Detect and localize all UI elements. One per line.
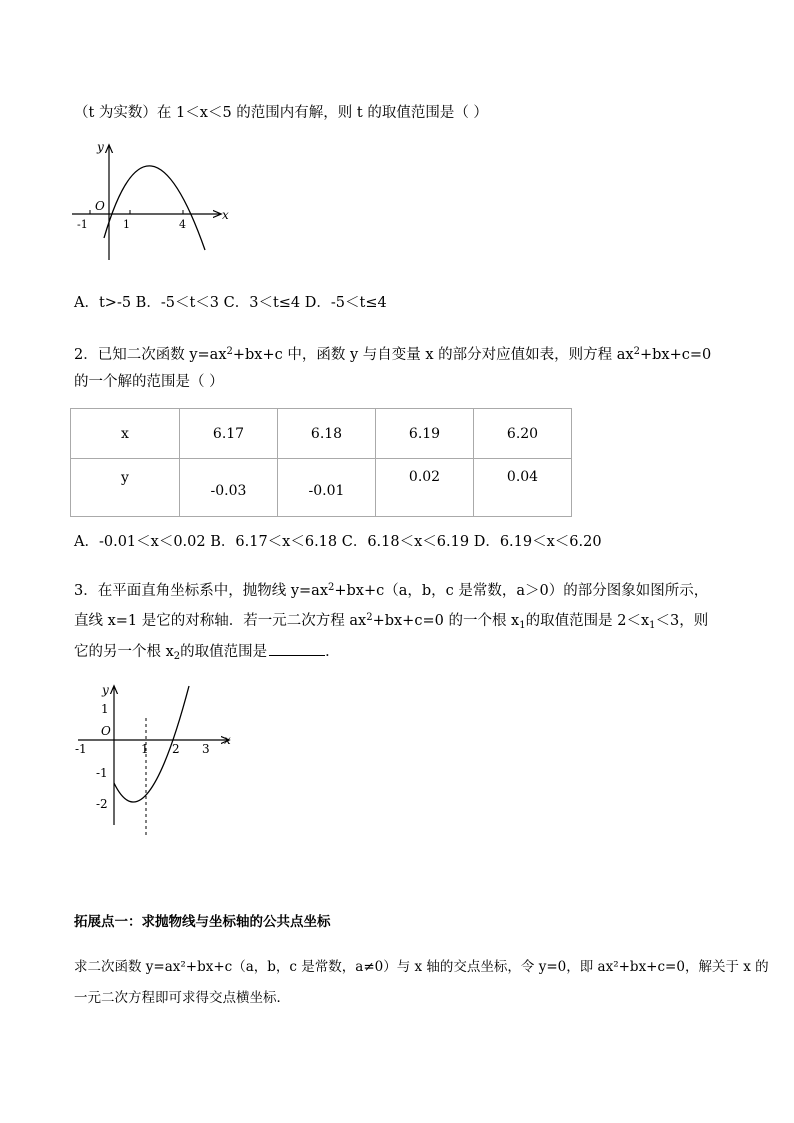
q2-stem-line2: 的一个解的范围是（ ） xyxy=(74,374,224,390)
q3-stem-line1: 3．在平面直角坐标系中，抛物线 $y=ax^2+bx+c(a$，b，c 是常数，a＞0）的部分图象如图所示， xyxy=(74,582,709,599)
value-table xyxy=(70,408,572,517)
section-paragraph-line1: 求二次函数 y=ax²+bx+c（a，b，c 是常数，a≠0）与 x 轴的交点坐标，令 y=0，即 ax²+bx+c=0，解关于 x 的 xyxy=(74,959,769,975)
q1-tick-label: 4 xyxy=(179,218,186,231)
q3-tick-label: 1 xyxy=(101,702,109,716)
q1-parabola xyxy=(104,166,205,250)
q3-origin: O xyxy=(101,724,111,738)
q3-tick-label: -1 xyxy=(96,766,108,780)
q3-tick-label: -2 xyxy=(96,797,108,811)
q2-stem-line1: 2．已知二次函数 $y=ax^2+bx+c$ 中，函数 y 与自变量 x 的部分对应值如表，则方程 $ax^2+bx+c=0$ xyxy=(74,346,712,363)
section-paragraph-line2: 一元二次方程即可求得交点横坐标． xyxy=(74,990,290,1006)
section-heading: 拓展点一：求抛物线与坐标轴的公共点坐标 xyxy=(74,914,331,930)
q3-tick-label: 1 xyxy=(141,742,149,756)
q1-origin: O xyxy=(95,199,105,213)
table-cell: 6.19 xyxy=(376,409,474,459)
q3-tick-label: 3 xyxy=(202,742,210,756)
table-cell: -0.03 xyxy=(180,459,278,517)
table-cell: 0.04 xyxy=(474,459,572,517)
table-cell: 6.17 xyxy=(180,409,278,459)
q1-tick-label: 1 xyxy=(123,218,130,231)
q3-y-label: y xyxy=(102,683,109,697)
q1-tick-label: -1 xyxy=(77,218,88,231)
q1-graph xyxy=(60,138,240,266)
q1-y-label: y xyxy=(97,140,104,154)
q3-stem-line2: 直线 x=1 是它的对称轴．若一元二次方程 $ax^2+bx+c=0$ 的一个根 $x_1$的取值范围是 $2<x_1<3$，则 xyxy=(74,612,709,631)
q1-x-label: x xyxy=(222,208,229,222)
table-cell: 6.20 xyxy=(474,409,572,459)
answer-blank[interactable] xyxy=(269,643,325,656)
table-cell: -0.01 xyxy=(278,459,376,517)
table-row xyxy=(71,459,572,517)
table-cell: 6.18 xyxy=(278,409,376,459)
table-cell: 0.02 xyxy=(376,459,474,517)
q1-options: A．t>-5 B．-5＜t＜3 C．3＜t≤4 D．-5＜t≤4 xyxy=(74,295,387,311)
q3-tick-label: 2 xyxy=(172,742,180,756)
q2-options: A．-0.01＜x＜0.02 B．6.17＜x＜6.18 C．6.18＜x＜6.19 D．6.19＜x＜6.20 xyxy=(74,534,602,550)
q1-stem: （t 为实数）在 1＜x＜5 的范围内有解，则 t 的取值范围是（ ） xyxy=(74,105,488,121)
q3-tick-label: -1 xyxy=(75,742,87,756)
table-cell: y xyxy=(71,459,180,517)
table-cell: x xyxy=(71,409,180,459)
q3-x-label: x xyxy=(224,733,231,747)
table-row xyxy=(71,409,572,459)
q3-stem-line3: 它的另一个根 $x_2$的取值范围是 ． xyxy=(74,644,340,662)
q3-graph xyxy=(66,680,246,840)
